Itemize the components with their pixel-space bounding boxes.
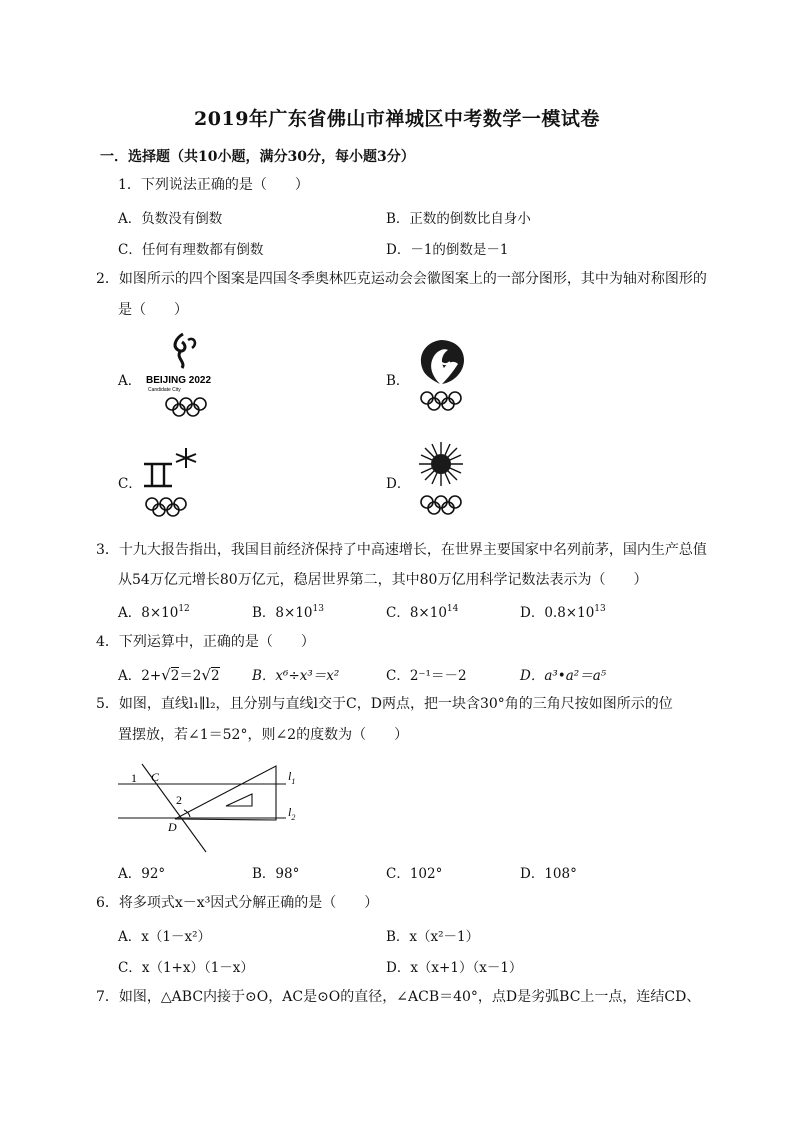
q3-stem-line2: 从54万亿元增长80万亿元，稳居世界第二，其中80万亿用科学记数法表示为（ ）	[118, 572, 648, 588]
q3-option-d: D．$0.8\times 10^{13}$	[520, 604, 606, 621]
q2-option-d: D．	[386, 476, 411, 492]
q2-stem-line2: 是（ ）	[118, 302, 188, 318]
q1-option-b: B．正数的倒数比自身小	[386, 211, 531, 227]
q5-option-c: C．102°	[386, 866, 443, 882]
q6-option-c: C．x（1+x）（1－x）	[118, 960, 254, 976]
beijing-2022-emblem	[138, 328, 234, 420]
triangle-ruler-inner	[226, 794, 252, 806]
q6-option-b: B．x（x²－1）	[386, 929, 480, 945]
q5-option-a: A．92°	[118, 866, 166, 882]
emblem-wordmark: BEIJING 2022	[146, 375, 212, 386]
q5-stem-line2: 置摆放，若∠1＝52°，则∠2的度数为（ ）	[118, 727, 409, 743]
point-c-label: C	[151, 770, 160, 784]
l2-label: $l_2$	[288, 805, 296, 822]
q6-option-d: D．x（x+1）（x－1）	[386, 960, 523, 976]
olympic-rings-icon	[421, 496, 461, 514]
q5-option-b: B．98°	[252, 866, 300, 882]
q1-option-c: C．任何有理数都有倒数	[118, 242, 264, 258]
q4-option-a: A．2+√2＝2√2	[118, 666, 220, 684]
q2-stem-line1: 2．如图所示的四个图案是四国冬季奥林匹克运动会会徽图案上的一部分图形，其中为轴对称图形的	[96, 271, 707, 287]
q1-option-d: D．－1的倒数是－1	[386, 242, 509, 258]
q3-option-c: C．$8\times 10^{14}$	[386, 604, 459, 621]
flame-emblem	[410, 336, 472, 416]
l1-label: $l_1$	[288, 769, 296, 786]
q6-stem: 6．将多项式x－x³因式分解正确的是（ ）	[96, 895, 379, 911]
q2-option-b: B．	[386, 373, 410, 389]
olympic-rings-icon	[146, 498, 186, 516]
q2-option-c: C．	[118, 476, 142, 492]
olympic-rings-icon	[166, 398, 206, 416]
q4-option-c: C．2⁻¹＝－2	[386, 668, 467, 684]
parallel-lines-triangle-figure	[118, 762, 304, 854]
q3-option-a: A．$8\times 10^{12}$	[118, 604, 190, 621]
triangle-ruler	[175, 766, 276, 820]
q4-stem: 4．下列运算中，正确的是（ ）	[96, 634, 315, 650]
snowflake-sun-emblem	[410, 440, 472, 520]
page-title: 2019年广东省佛山市禅城区中考数学一模试卷	[194, 108, 600, 130]
q3-stem-line1: 3．十九大报告指出，我国目前经济保持了中高速增长，在世界主要国家中名列前茅，国内生产总值	[96, 542, 707, 558]
star-icon	[176, 448, 196, 468]
point-d-label: D	[168, 820, 177, 834]
q1-option-a: A．负数没有倒数	[118, 211, 223, 227]
q6-option-a: A．x（1－x²）	[118, 929, 211, 945]
olympic-rings-icon	[421, 392, 461, 410]
star-gate-emblem	[140, 446, 202, 522]
q4-option-b: B．x⁶÷x³＝x²	[252, 668, 340, 684]
angle-2-label: 2	[176, 793, 182, 807]
q1-stem: 1．下列说法正确的是（ ）	[118, 177, 309, 193]
q3-option-b: B．$8\times 10^{13}$	[252, 604, 324, 621]
q7-stem: 7．如图，△ABC内接于⊙O，AC是⊙O的直径，∠ACB＝40°，点D是劣弧BC上一点，连结CD、	[96, 989, 701, 1005]
q4-option-d: D．a³•a²＝a⁵	[520, 668, 607, 684]
angle-1-label: 1	[131, 771, 137, 785]
q5-option-d: D．108°	[520, 866, 577, 882]
q2-option-a: A．	[118, 373, 142, 389]
section-heading: 一．选择题（共10小题，满分30分，每小题3分）	[100, 149, 415, 165]
q5-stem-line1: 5．如图，直线l₁∥l₂，且分别与直线l交于C，D两点，把一块含30°角的三角尺按如图所示的位	[96, 696, 673, 712]
emblem-subtitle: Candidate City	[148, 387, 181, 393]
